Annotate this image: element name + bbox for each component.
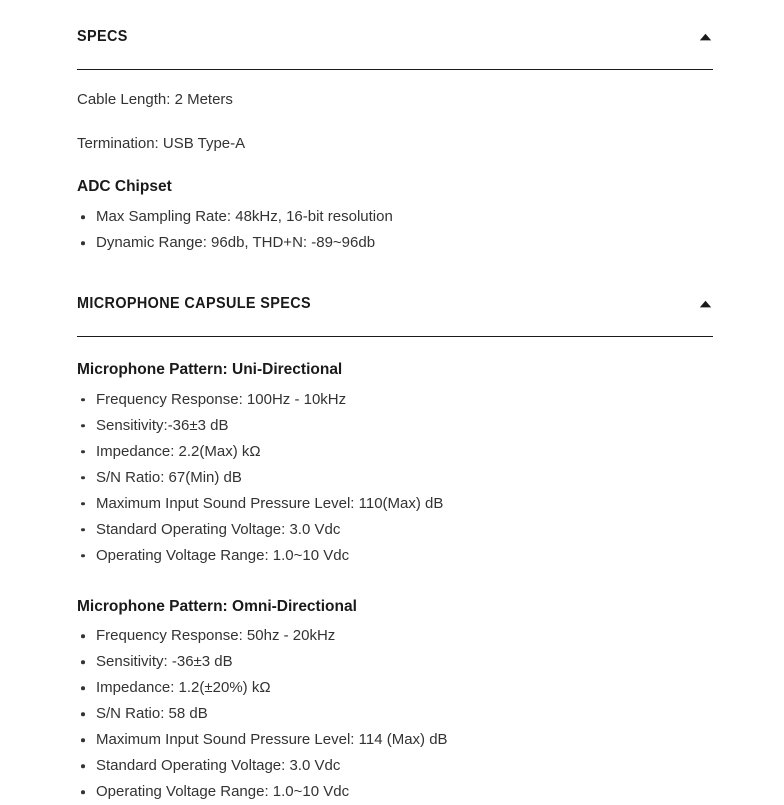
- spec-cable-length: Cable Length: 2 Meters: [77, 91, 233, 108]
- list-item: Sensitivity: -36±3 dB: [77, 649, 713, 675]
- list-item: Impedance: 2.2(Max) kΩ: [77, 439, 713, 465]
- list-item: Max Sampling Rate: 48kHz, 16-bit resolution: [77, 204, 713, 230]
- list-item: Dynamic Range: 96db, THD+N: -89~96db: [77, 230, 713, 256]
- specs-divider: [77, 69, 713, 70]
- list-item: S/N Ratio: 67(Min) dB: [77, 465, 713, 491]
- specs-section: [77, 24, 713, 256]
- list-item: Standard Operating Voltage: 3.0 Vdc: [77, 517, 713, 543]
- microphone-capsule-specs-section-header[interactable]: [77, 291, 713, 317]
- triangle-up-icon[interactable]: [697, 29, 713, 45]
- list-item: Standard Operating Voltage: 3.0 Vdc: [77, 753, 713, 779]
- triangle-up-icon[interactable]: [697, 296, 713, 312]
- list-item: Impedance: 1.2(±20%) kΩ: [77, 675, 713, 701]
- list-item: Maximum Input Sound Pressure Level: 110(Max) dB: [77, 491, 713, 517]
- adc-chipset-list: [77, 204, 713, 256]
- list-item: S/N Ratio: 58 dB: [77, 701, 713, 727]
- uni-directional-list: [77, 387, 713, 569]
- omni-directional-heading: Microphone Pattern: Omni-Directional: [77, 597, 357, 615]
- microphone-capsule-specs-section: [77, 291, 713, 805]
- list-item: Maximum Input Sound Pressure Level: 114 (Max) dB: [77, 727, 713, 753]
- list-item: Operating Voltage Range: 1.0~10 Vdc: [77, 779, 713, 805]
- specs-section-header[interactable]: [77, 24, 713, 50]
- microphone-capsule-specs-section-title: MICROPHONE CAPSULE SPECS: [77, 295, 311, 312]
- omni-directional-list: [77, 623, 713, 805]
- spec-termination: Termination: USB Type-A: [77, 134, 246, 152]
- specs-section-title: SPECS: [77, 28, 128, 45]
- list-item: Frequency Response: 100Hz - 10kHz: [77, 387, 713, 413]
- list-item: Operating Voltage Range: 1.0~10 Vdc: [77, 543, 713, 569]
- microphone-capsule-specs-divider: [77, 336, 713, 337]
- list-item: Sensitivity:-36±3 dB: [77, 413, 713, 439]
- uni-directional-heading: Microphone Pattern: Uni-Directional: [77, 361, 343, 378]
- list-item: Frequency Response: 50hz - 20kHz: [77, 623, 713, 649]
- adc-chipset-heading: ADC Chipset: [77, 177, 172, 195]
